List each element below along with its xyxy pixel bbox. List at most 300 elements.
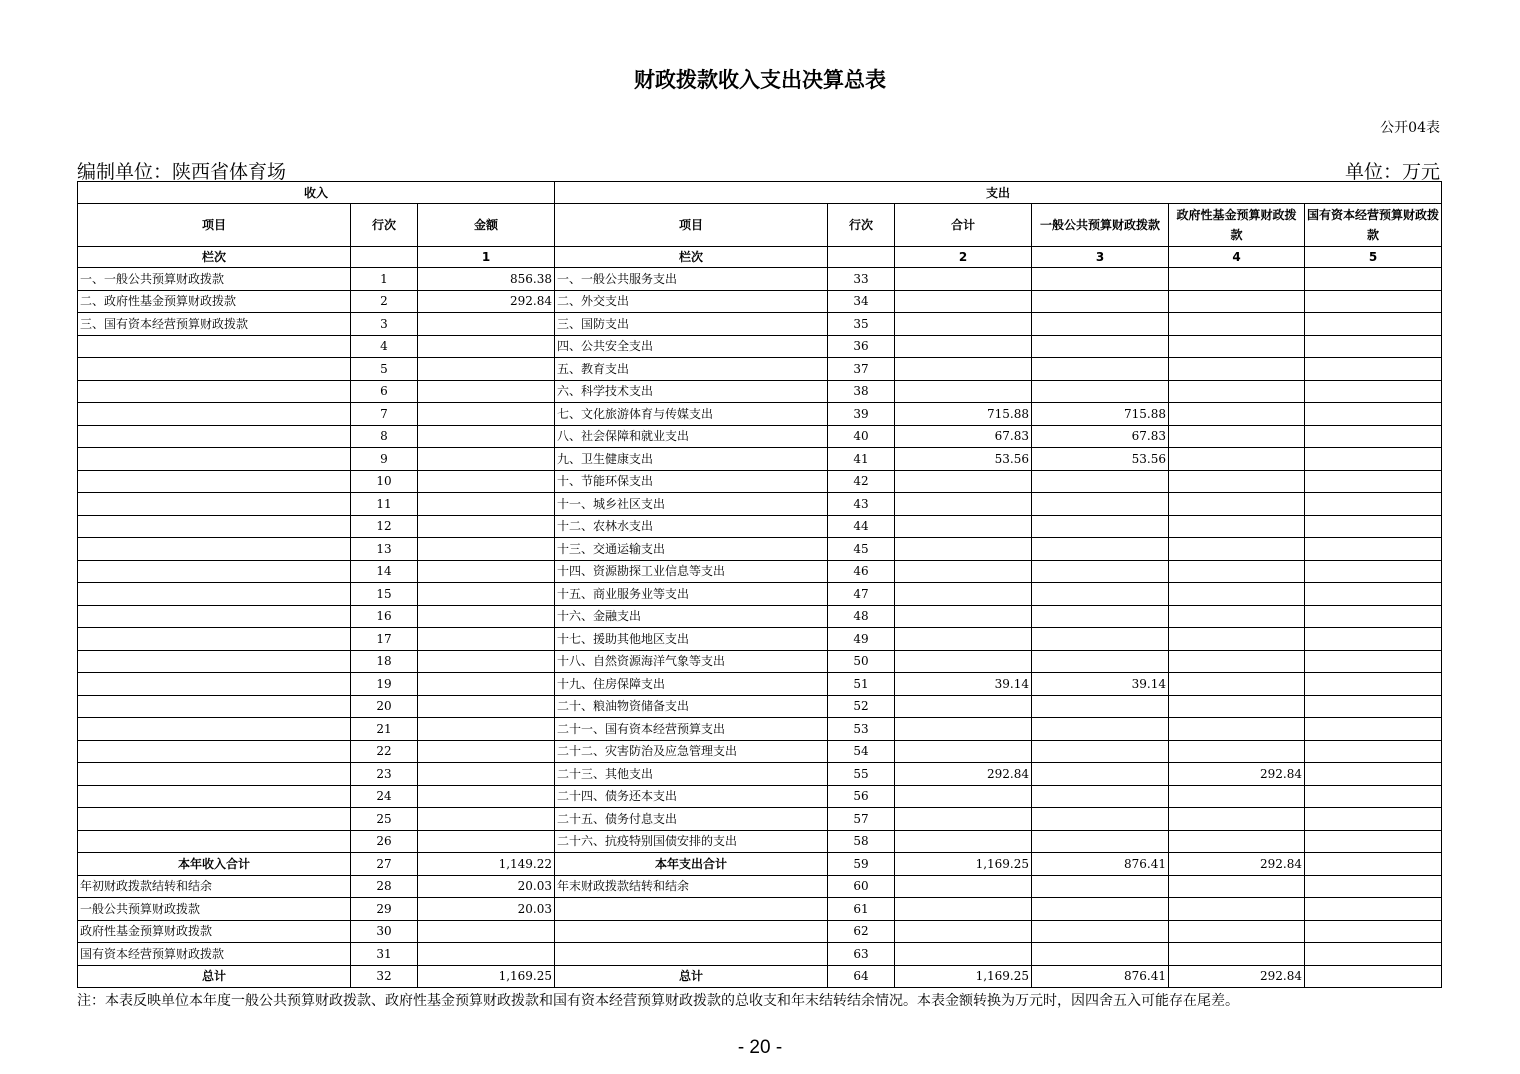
income-amount: 856.38 xyxy=(418,268,555,291)
expense-total xyxy=(895,583,1032,606)
expense-item: 总计 xyxy=(555,965,828,988)
general-budget-amount xyxy=(1032,695,1169,718)
expense-item: 九、卫生健康支出 xyxy=(555,448,828,471)
income-item: 一、一般公共预算财政拨款 xyxy=(78,268,351,291)
income-line: 14 xyxy=(351,560,418,583)
income-item: 总计 xyxy=(78,965,351,988)
expense-item: 五、教育支出 xyxy=(555,358,828,381)
index-col-5: 5 xyxy=(1305,247,1442,268)
expense-item: 十、节能环保支出 xyxy=(555,470,828,493)
expense-total xyxy=(895,380,1032,403)
expense-total xyxy=(895,538,1032,561)
table-row xyxy=(78,470,1442,493)
expense-total: 67.83 xyxy=(895,425,1032,448)
gov-fund-header: 政府性基金预算财政拨款 xyxy=(1169,204,1305,247)
expense-item: 十二、农林水支出 xyxy=(555,515,828,538)
compiling-unit: 编制单位：陕西省体育场 xyxy=(77,161,287,183)
expense-line: 54 xyxy=(828,740,895,763)
page-title: 财政拨款收入支出决算总表 xyxy=(634,68,886,92)
expense-line: 36 xyxy=(828,335,895,358)
general-budget-amount xyxy=(1032,875,1169,898)
income-item xyxy=(78,380,351,403)
expense-item: 十五、商业服务业等支出 xyxy=(555,583,828,606)
state-capital-amount xyxy=(1305,943,1442,966)
state-capital-amount xyxy=(1305,650,1442,673)
income-line: 13 xyxy=(351,538,418,561)
expense-item: 二十四、债务还本支出 xyxy=(555,785,828,808)
income-item xyxy=(78,493,351,516)
general-budget-amount xyxy=(1032,605,1169,628)
gov-fund-amount xyxy=(1169,380,1305,403)
income-line: 20 xyxy=(351,695,418,718)
gov-fund-amount xyxy=(1169,313,1305,336)
income-line: 18 xyxy=(351,650,418,673)
income-line: 29 xyxy=(351,898,418,921)
general-budget-amount xyxy=(1032,515,1169,538)
expense-item xyxy=(555,943,828,966)
table-row xyxy=(78,785,1442,808)
general-budget-amount xyxy=(1032,740,1169,763)
expense-item: 六、科学技术支出 xyxy=(555,380,828,403)
expense-line: 59 xyxy=(828,853,895,876)
expense-total-header: 合计 xyxy=(895,204,1032,247)
income-amount: 1,149.22 xyxy=(418,853,555,876)
table-row xyxy=(78,605,1442,628)
gov-fund-amount xyxy=(1169,718,1305,741)
income-amount xyxy=(418,808,555,831)
state-capital-amount xyxy=(1305,268,1442,291)
income-line: 11 xyxy=(351,493,418,516)
expense-item: 二十六、抗疫特别国债安排的支出 xyxy=(555,830,828,853)
state-capital-amount xyxy=(1305,358,1442,381)
expense-item: 十三、交通运输支出 xyxy=(555,538,828,561)
expense-total xyxy=(895,313,1032,336)
gov-fund-amount xyxy=(1169,538,1305,561)
expense-line: 51 xyxy=(828,673,895,696)
income-amount xyxy=(418,538,555,561)
income-line: 17 xyxy=(351,628,418,651)
amount-unit: 单位：万元 xyxy=(1344,161,1440,183)
state-capital-amount xyxy=(1305,718,1442,741)
page-number: - 20 - xyxy=(737,1037,783,1058)
state-capital-amount xyxy=(1305,628,1442,651)
expense-item: 二、外交支出 xyxy=(555,290,828,313)
income-amount xyxy=(418,763,555,786)
general-budget-amount xyxy=(1032,808,1169,831)
state-capital-amount xyxy=(1305,763,1442,786)
general-budget-amount xyxy=(1032,470,1169,493)
income-amount: 1,169.25 xyxy=(418,965,555,988)
general-budget-amount xyxy=(1032,358,1169,381)
income-item xyxy=(78,515,351,538)
expense-item: 十一、城乡社区支出 xyxy=(555,493,828,516)
column-header-row xyxy=(78,204,1442,247)
expense-total xyxy=(895,875,1032,898)
expense-total: 292.84 xyxy=(895,763,1032,786)
expense-line: 44 xyxy=(828,515,895,538)
income-amount: 292.84 xyxy=(418,290,555,313)
general-budget-amount xyxy=(1032,335,1169,358)
income-amount xyxy=(418,335,555,358)
expense-item xyxy=(555,898,828,921)
general-budget-amount: 715.88 xyxy=(1032,403,1169,426)
state-capital-amount xyxy=(1305,965,1442,988)
general-budget-amount xyxy=(1032,898,1169,921)
expense-total: 39.14 xyxy=(895,673,1032,696)
expense-line: 55 xyxy=(828,763,895,786)
gov-fund-amount xyxy=(1169,403,1305,426)
expense-line: 33 xyxy=(828,268,895,291)
table-row xyxy=(78,515,1442,538)
expense-item: 二十三、其他支出 xyxy=(555,763,828,786)
state-capital-amount xyxy=(1305,425,1442,448)
expense-total xyxy=(895,335,1032,358)
income-line: 21 xyxy=(351,718,418,741)
expense-line: 53 xyxy=(828,718,895,741)
income-item xyxy=(78,628,351,651)
section-header-row xyxy=(78,182,1442,204)
expense-line: 40 xyxy=(828,425,895,448)
table-number: 公开04表 xyxy=(1380,120,1440,136)
expense-item: 年末财政拨款结转和结余 xyxy=(555,875,828,898)
general-budget-amount xyxy=(1032,313,1169,336)
table-row xyxy=(78,560,1442,583)
expense-item: 二十、粮油物资储备支出 xyxy=(555,695,828,718)
expense-line: 62 xyxy=(828,920,895,943)
income-line: 2 xyxy=(351,290,418,313)
income-line: 10 xyxy=(351,470,418,493)
expense-total xyxy=(895,898,1032,921)
expense-total xyxy=(895,560,1032,583)
income-line: 1 xyxy=(351,268,418,291)
general-budget-amount xyxy=(1032,560,1169,583)
expense-total xyxy=(895,695,1032,718)
table-row xyxy=(78,538,1442,561)
general-budget-header: 一般公共预算财政拨款 xyxy=(1032,204,1169,247)
income-line: 6 xyxy=(351,380,418,403)
table-row xyxy=(78,808,1442,831)
income-item xyxy=(78,718,351,741)
state-capital-header: 国有资本经营预算财政拨款 xyxy=(1305,204,1442,247)
income-line: 7 xyxy=(351,403,418,426)
income-amount xyxy=(418,493,555,516)
gov-fund-amount xyxy=(1169,425,1305,448)
income-item-header: 项目 xyxy=(78,204,351,247)
income-item xyxy=(78,538,351,561)
income-amount xyxy=(418,943,555,966)
general-budget-amount xyxy=(1032,718,1169,741)
income-line: 23 xyxy=(351,763,418,786)
gov-fund-amount xyxy=(1169,628,1305,651)
income-line: 3 xyxy=(351,313,418,336)
income-amount xyxy=(418,403,555,426)
income-line-header: 行次 xyxy=(351,204,418,247)
expense-total xyxy=(895,920,1032,943)
income-item xyxy=(78,470,351,493)
expense-line: 37 xyxy=(828,358,895,381)
state-capital-amount xyxy=(1305,335,1442,358)
expense-item: 十八、自然资源海洋气象等支出 xyxy=(555,650,828,673)
gov-fund-amount xyxy=(1169,943,1305,966)
income-line: 30 xyxy=(351,920,418,943)
expense-line: 52 xyxy=(828,695,895,718)
income-amount xyxy=(418,313,555,336)
general-budget-amount xyxy=(1032,290,1169,313)
general-budget-amount xyxy=(1032,920,1169,943)
expense-line: 56 xyxy=(828,785,895,808)
carry-over-row xyxy=(78,898,1442,921)
income-amount xyxy=(418,425,555,448)
state-capital-amount xyxy=(1305,470,1442,493)
gov-fund-amount xyxy=(1169,515,1305,538)
table-row xyxy=(78,673,1442,696)
expense-line: 64 xyxy=(828,965,895,988)
income-line: 5 xyxy=(351,358,418,381)
expense-line: 42 xyxy=(828,470,895,493)
carry-over-row xyxy=(78,920,1442,943)
state-capital-amount xyxy=(1305,853,1442,876)
fiscal-summary-table xyxy=(77,181,1442,988)
income-amount xyxy=(418,718,555,741)
table-row xyxy=(78,380,1442,403)
table-row xyxy=(78,493,1442,516)
table-row xyxy=(78,650,1442,673)
gov-fund-amount xyxy=(1169,830,1305,853)
gov-fund-amount xyxy=(1169,290,1305,313)
table-row xyxy=(78,268,1442,291)
gov-fund-amount xyxy=(1169,268,1305,291)
general-budget-amount xyxy=(1032,943,1169,966)
income-line: 32 xyxy=(351,965,418,988)
expense-line: 47 xyxy=(828,583,895,606)
expense-line: 35 xyxy=(828,313,895,336)
income-item xyxy=(78,335,351,358)
expense-line: 61 xyxy=(828,898,895,921)
gov-fund-amount xyxy=(1169,493,1305,516)
gov-fund-amount xyxy=(1169,583,1305,606)
state-capital-amount xyxy=(1305,583,1442,606)
expense-total xyxy=(895,808,1032,831)
carry-over-row xyxy=(78,943,1442,966)
income-item: 国有资本经营预算财政拨款 xyxy=(78,943,351,966)
gov-fund-amount xyxy=(1169,605,1305,628)
expense-item: 十六、金融支出 xyxy=(555,605,828,628)
income-amount xyxy=(418,560,555,583)
expense-line-header: 行次 xyxy=(828,204,895,247)
income-amount xyxy=(418,380,555,403)
expense-item: 四、公共安全支出 xyxy=(555,335,828,358)
income-amount xyxy=(418,583,555,606)
income-item: 政府性基金预算财政拨款 xyxy=(78,920,351,943)
state-capital-amount xyxy=(1305,538,1442,561)
expense-section-header: 支出 xyxy=(555,182,1442,204)
income-amount xyxy=(418,830,555,853)
state-capital-amount xyxy=(1305,898,1442,921)
state-capital-amount xyxy=(1305,403,1442,426)
expense-total xyxy=(895,290,1032,313)
income-amount-header: 金额 xyxy=(418,204,555,247)
expense-line: 39 xyxy=(828,403,895,426)
income-item xyxy=(78,560,351,583)
index-empty xyxy=(828,247,895,268)
income-amount xyxy=(418,358,555,381)
general-budget-amount xyxy=(1032,380,1169,403)
gov-fund-amount xyxy=(1169,695,1305,718)
table-row xyxy=(78,448,1442,471)
general-budget-amount xyxy=(1032,268,1169,291)
table-row xyxy=(78,313,1442,336)
expense-line: 49 xyxy=(828,628,895,651)
income-item: 三、国有资本经营预算财政拨款 xyxy=(78,313,351,336)
income-amount: 20.03 xyxy=(418,898,555,921)
income-line: 12 xyxy=(351,515,418,538)
income-line: 8 xyxy=(351,425,418,448)
income-amount xyxy=(418,470,555,493)
gov-fund-amount: 292.84 xyxy=(1169,965,1305,988)
income-line: 28 xyxy=(351,875,418,898)
state-capital-amount xyxy=(1305,448,1442,471)
income-line: 16 xyxy=(351,605,418,628)
state-capital-amount xyxy=(1305,808,1442,831)
income-amount xyxy=(418,695,555,718)
table-row xyxy=(78,763,1442,786)
income-item xyxy=(78,830,351,853)
expense-line: 57 xyxy=(828,808,895,831)
income-amount xyxy=(418,628,555,651)
income-line: 19 xyxy=(351,673,418,696)
table-row xyxy=(78,358,1442,381)
income-item xyxy=(78,740,351,763)
gov-fund-amount xyxy=(1169,920,1305,943)
expense-item: 本年支出合计 xyxy=(555,853,828,876)
expense-item: 七、文化旅游体育与传媒支出 xyxy=(555,403,828,426)
table-row xyxy=(78,695,1442,718)
gov-fund-amount xyxy=(1169,650,1305,673)
state-capital-amount xyxy=(1305,493,1442,516)
table-row xyxy=(78,425,1442,448)
general-budget-amount xyxy=(1032,830,1169,853)
income-amount xyxy=(418,515,555,538)
expense-total: 715.88 xyxy=(895,403,1032,426)
state-capital-amount xyxy=(1305,313,1442,336)
table-note: 注：本表反映单位本年度一般公共预算财政拨款、政府性基金预算财政拨款和国有资本经营预算财政拨款的总收支和年末结转结余情况。本表金额转换为万元时，因四舍五入可能存在尾差。 xyxy=(77,993,1239,1009)
table-row xyxy=(78,290,1442,313)
income-amount xyxy=(418,740,555,763)
income-item: 一般公共预算财政拨款 xyxy=(78,898,351,921)
table-row xyxy=(78,740,1442,763)
state-capital-amount xyxy=(1305,695,1442,718)
index-label-expense: 栏次 xyxy=(555,247,828,268)
expense-total xyxy=(895,785,1032,808)
gov-fund-amount xyxy=(1169,673,1305,696)
gov-fund-amount xyxy=(1169,875,1305,898)
income-line: 24 xyxy=(351,785,418,808)
year-total-row xyxy=(78,853,1442,876)
general-budget-amount xyxy=(1032,763,1169,786)
income-amount: 20.03 xyxy=(418,875,555,898)
index-empty xyxy=(351,247,418,268)
general-budget-amount xyxy=(1032,650,1169,673)
state-capital-amount xyxy=(1305,740,1442,763)
state-capital-amount xyxy=(1305,515,1442,538)
index-col-4: 4 xyxy=(1169,247,1305,268)
index-col-2: 2 xyxy=(895,247,1032,268)
grand-total-row xyxy=(78,965,1442,988)
state-capital-amount xyxy=(1305,380,1442,403)
state-capital-amount xyxy=(1305,605,1442,628)
income-line: 22 xyxy=(351,740,418,763)
income-item xyxy=(78,605,351,628)
general-budget-amount xyxy=(1032,538,1169,561)
gov-fund-amount xyxy=(1169,358,1305,381)
state-capital-amount xyxy=(1305,920,1442,943)
gov-fund-amount xyxy=(1169,335,1305,358)
index-col-1: 1 xyxy=(418,247,555,268)
expense-total xyxy=(895,493,1032,516)
general-budget-amount xyxy=(1032,583,1169,606)
column-index-row xyxy=(78,247,1442,268)
gov-fund-amount xyxy=(1169,560,1305,583)
index-label-income: 栏次 xyxy=(78,247,351,268)
expense-total xyxy=(895,718,1032,741)
expense-line: 41 xyxy=(828,448,895,471)
gov-fund-amount xyxy=(1169,898,1305,921)
income-amount xyxy=(418,650,555,673)
expense-total xyxy=(895,358,1032,381)
expense-item: 八、社会保障和就业支出 xyxy=(555,425,828,448)
table-row xyxy=(78,628,1442,651)
income-item xyxy=(78,673,351,696)
state-capital-amount xyxy=(1305,830,1442,853)
state-capital-amount xyxy=(1305,673,1442,696)
income-item xyxy=(78,425,351,448)
expense-item xyxy=(555,920,828,943)
expense-line: 63 xyxy=(828,943,895,966)
expense-total xyxy=(895,830,1032,853)
expense-line: 50 xyxy=(828,650,895,673)
expense-item: 三、国防支出 xyxy=(555,313,828,336)
income-item xyxy=(78,358,351,381)
income-line: 25 xyxy=(351,808,418,831)
general-budget-amount xyxy=(1032,628,1169,651)
expense-item: 二十一、国有资本经营预算支出 xyxy=(555,718,828,741)
expense-total xyxy=(895,650,1032,673)
income-item xyxy=(78,583,351,606)
expense-item: 二十二、灾害防治及应急管理支出 xyxy=(555,740,828,763)
general-budget-amount: 876.41 xyxy=(1032,965,1169,988)
income-item xyxy=(78,650,351,673)
income-line: 9 xyxy=(351,448,418,471)
expense-total: 53.56 xyxy=(895,448,1032,471)
income-item xyxy=(78,763,351,786)
income-item xyxy=(78,448,351,471)
income-line: 27 xyxy=(351,853,418,876)
general-budget-amount: 39.14 xyxy=(1032,673,1169,696)
table-row xyxy=(78,403,1442,426)
expense-line: 45 xyxy=(828,538,895,561)
expense-line: 58 xyxy=(828,830,895,853)
income-amount xyxy=(418,448,555,471)
state-capital-amount xyxy=(1305,785,1442,808)
expense-line: 43 xyxy=(828,493,895,516)
table-row xyxy=(78,583,1442,606)
gov-fund-amount xyxy=(1169,808,1305,831)
gov-fund-amount xyxy=(1169,740,1305,763)
expense-total xyxy=(895,268,1032,291)
expense-total xyxy=(895,470,1032,493)
general-budget-amount xyxy=(1032,785,1169,808)
expense-line: 60 xyxy=(828,875,895,898)
